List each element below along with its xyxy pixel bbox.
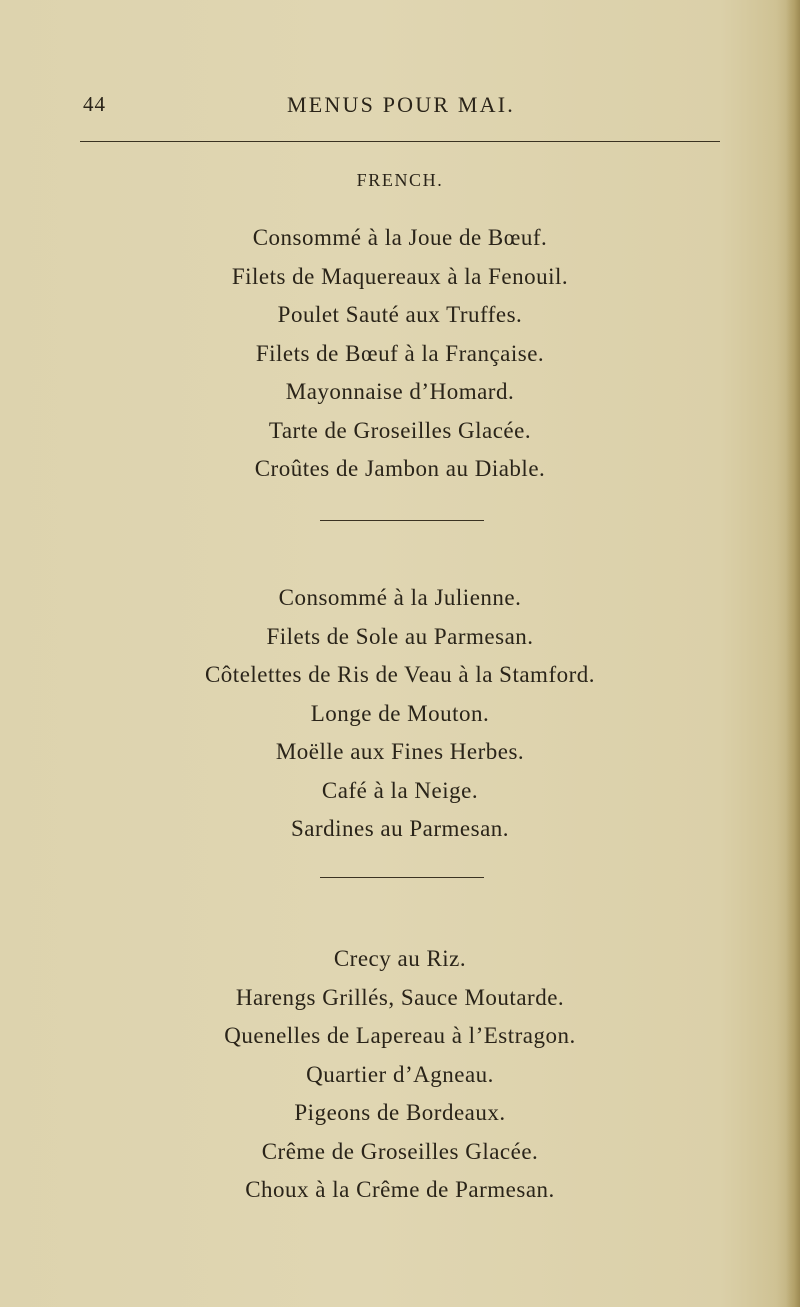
menu-item: Poulet Sauté aux Truffes.	[277, 302, 523, 327]
menu-1	[0, 219, 800, 489]
menu-2	[0, 579, 800, 849]
menu-item: Crecy au Riz.	[333, 946, 467, 971]
menu-item: Moëlle aux Fines Herbes.	[275, 739, 525, 764]
menu-item: Quenelles de Lapereau à l’Estragon.	[224, 1023, 576, 1048]
menu-item: Quartier d’Agneau.	[306, 1061, 494, 1087]
menu-item: Tarte de Groseilles Glacée.	[268, 417, 532, 443]
menu-item: Mayonnaise d’Homard.	[285, 379, 515, 404]
header-rule	[80, 141, 720, 142]
menu-item: Pigeons de Bordeaux.	[294, 1100, 506, 1125]
page-number: 44	[83, 92, 106, 116]
menu-3	[0, 940, 800, 1210]
menu-item: Choux à la Crême de Parmesan.	[245, 1177, 555, 1202]
menu-item: Consommé à la Joue de Bœuf.	[252, 225, 548, 250]
page-title: MENUS POUR MAI.	[287, 92, 515, 117]
menu-item: Croûtes de Jambon au Diable.	[254, 456, 546, 481]
menu-item: Sardines au Parmesan.	[290, 816, 510, 841]
menu-separator	[320, 520, 484, 521]
menu-separator	[320, 877, 484, 878]
menu-item: Café à la Neige.	[321, 777, 479, 803]
menu-item: Filets de Maquereaux à la Fenouil.	[231, 263, 569, 289]
section-label: FRENCH.	[356, 170, 444, 190]
menu-item: Harengs Grillés, Sauce Moutarde.	[235, 984, 565, 1010]
menu-item: Consommé à la Julienne.	[278, 585, 522, 610]
menu-item: Filets de Bœuf à la Française.	[255, 340, 545, 366]
menu-item: Longe de Mouton.	[310, 700, 490, 726]
menu-item: Crême de Groseilles Glacée.	[261, 1138, 539, 1164]
running-head	[0, 86, 800, 126]
menu-item: Côtelettes de Ris de Veau à la Stamford.	[204, 662, 596, 687]
menu-item: Filets de Sole au Parmesan.	[266, 623, 534, 649]
